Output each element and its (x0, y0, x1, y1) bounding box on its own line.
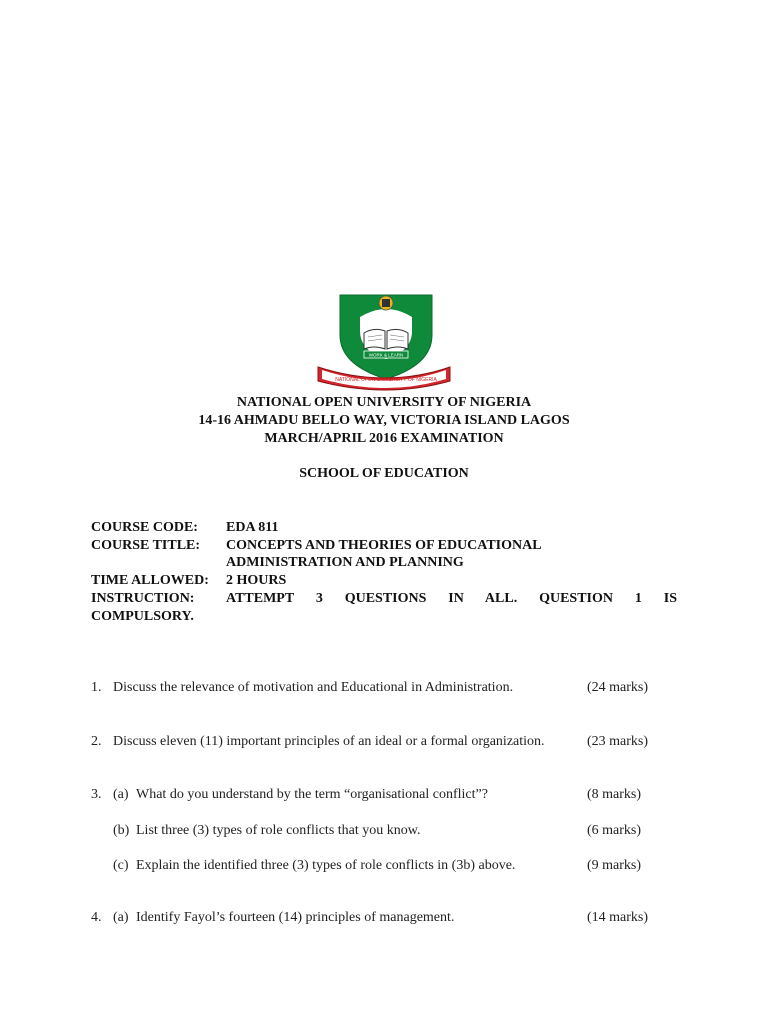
course-title-label: COURSE TITLE: (91, 538, 201, 553)
school-name: SCHOOL OF EDUCATION (299, 466, 469, 481)
question-3a-label: (a) (113, 787, 129, 802)
question-2-number: 2. (91, 734, 102, 749)
question-3a-marks: (8 marks) (587, 787, 642, 802)
question-4-number: 4. (91, 910, 102, 925)
logo-motto: WORK & LEARN (368, 352, 404, 358)
question-3b-label: (b) (113, 823, 130, 838)
university-logo (316, 293, 452, 391)
course-title-line2: ADMINISTRATION AND PLANNING (226, 555, 464, 570)
instruction-label: INSTRUCTION: (91, 591, 195, 606)
question-3b-text: List three (3) types of role conflicts that you know. (136, 823, 421, 838)
course-code-label: COURSE CODE: (91, 520, 198, 535)
question-3c-label: (c) (113, 858, 129, 873)
question-4a-label: (a) (113, 910, 129, 925)
question-3c-marks: (9 marks) (587, 858, 642, 873)
university-address: 14-16 AHMADU BELLO WAY, VICTORIA ISLAND LAGOS (198, 413, 570, 428)
question-2-text: Discuss eleven (11) important principles of an ideal or a formal organization. (113, 734, 545, 749)
time-allowed: 2 HOURS (226, 573, 287, 588)
question-3c-text: Explain the identified three (3) types of role conflicts in (3b) above. (136, 858, 516, 873)
instruction-text-cont: COMPULSORY. (91, 609, 194, 624)
question-1-marks: (24 marks) (587, 680, 649, 695)
question-3a-text: What do you understand by the term “organisational conflict”? (136, 787, 488, 802)
question-2-marks: (23 marks) (587, 734, 649, 749)
question-1-number: 1. (91, 680, 102, 695)
question-4a-marks: (14 marks) (587, 910, 649, 925)
question-4a-text: Identify Fayol’s fourteen (14) principles of management. (136, 910, 455, 925)
course-title-line1: CONCEPTS AND THEORIES OF EDUCATIONAL (226, 538, 542, 553)
question-3b-marks: (6 marks) (587, 823, 642, 838)
question-1-text: Discuss the relevance of motivation and Educational in Administration. (113, 680, 514, 695)
instruction-text: ATTEMPT 3 QUESTIONS IN ALL. QUESTION 1 IS (226, 591, 677, 606)
question-3-number: 3. (91, 787, 102, 802)
course-code: EDA 811 (226, 520, 279, 535)
logo-ribbon-text: NATIONAL OPEN UNIVERSITY OF NIGERIA (335, 377, 437, 383)
exam-session: MARCH/APRIL 2016 EXAMINATION (264, 431, 504, 446)
time-allowed-label: TIME ALLOWED: (91, 573, 209, 588)
university-name: NATIONAL OPEN UNIVERSITY OF NIGERIA (236, 395, 532, 410)
